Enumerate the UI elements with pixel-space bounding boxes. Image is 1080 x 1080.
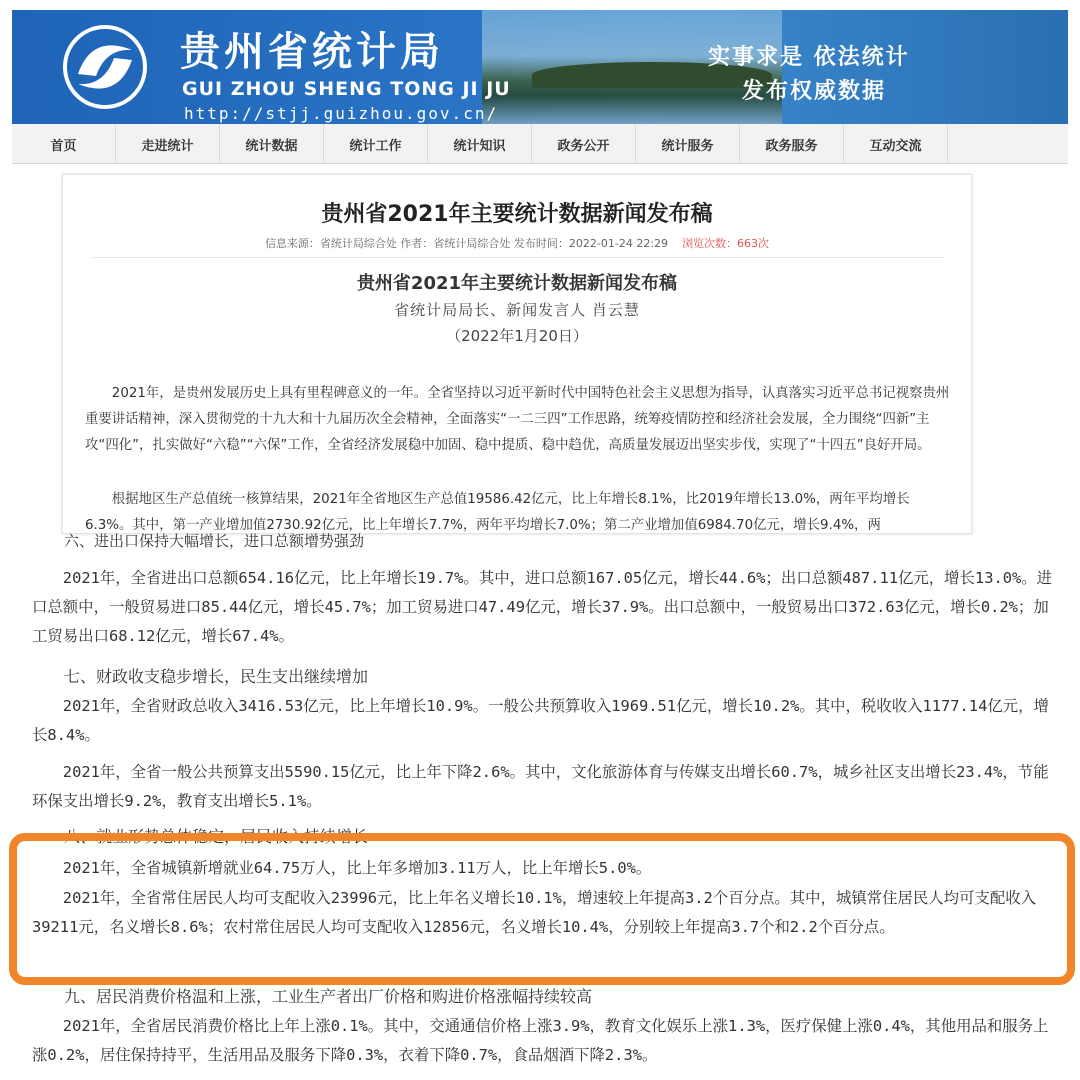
paragraph-income: 2021年，全省常住居民人均可支配收入23996元，比上年名义增长10.1%，增速较上年提高3.2个百分点。其中，城镇常住居民人均可支配收入39211元，名义增长8.6%；农村常住居民人均可支配收入12856元，名义增长10.4%，分别较上年提高3.7个和2.2个百分点。 [32,889,1037,936]
paragraph-finance-revenue: 2021年，全省财政总收入3416.53亿元，比上年增长10.9%。一般公共预算收入1969.51亿元，增长10.2%。其中，税收收入1177.14亿元，增长8.4%。 [32,697,1049,744]
article-source-info: 信息来源：省统计局综合处 作者：省统计局综合处 发布时间：2022-01-24 22:29 [264,237,669,250]
nav-interaction[interactable]: 互动交流 [844,124,948,164]
nav-government-affairs[interactable]: 政务公开 [532,124,636,164]
paragraph-employment: 2021年，全省城镇新增就业64.75万人，比上年多增加3.11万人，比上年增长5.0%。 [62,859,652,877]
paragraph-cpi: 2021年，全省居民消费价格比上年上涨0.1%。其中，交通通信价格上涨3.9%，教育文化娱乐上涨1.3%，医疗保健上涨0.4%，其他用品和服务上涨0.2%，居住保持持平，生活用品及服务下降0.3%，衣着下降0.7%，食品烟酒下降2.3%。 [32,1017,1049,1064]
nav-statistics-work[interactable]: 统计工作 [324,124,428,164]
site-url: http://stjj.guizhou.gov.cn/ [184,104,499,123]
view-count: 浏览次数：663次 [682,237,770,250]
site-pinyin: GUI ZHOU SHENG TONG JI JU [182,78,511,100]
highlight-box [9,833,1075,985]
article-meta [63,235,971,251]
section9-heading: 九、居民消费价格温和上涨，工业生产者出厂价格和购进价格涨幅持续较高 [64,987,593,1006]
nav-statistics-data[interactable]: 统计数据 [220,124,324,164]
section7-heading: 七、财政收支稳步增长，民生支出继续增加 [64,667,369,686]
section8-heading-fragment: 八、就业形势总体稳定，居民收入持续增长 [64,827,369,846]
slogan-line1: 实事求是 依法统计 [708,45,910,70]
nav-government-service[interactable]: 政务服务 [740,124,844,164]
main-nav [12,124,1068,164]
bureau-logo-icon[interactable] [62,24,148,110]
site-banner [12,10,1068,124]
nav-home[interactable]: 首页 [12,124,116,164]
document-author: 省统计局局长、新闻发言人 肖云慧 [394,301,640,319]
title-divider [91,257,943,258]
section6-heading-fragment: 六、进出口保持大幅增长，进口总额增势强劲 [64,532,365,550]
article-card [62,174,972,534]
paragraph-gdp: 根据地区生产总值统一核算结果，2021年全省地区生产总值19586.42亿元，比上年增长8.1%，比2019年增长13.0%，两年平均增长6.3%。其中，第一产业增加值2730.92亿元，比上年增长7.7%，两年平均增长7.0%；第二产业增加值6984.70亿元，增长9.4%，两 [85,492,910,533]
document-date: （2022年1月20日） [446,327,588,345]
paragraph-intro: 2021年，是贵州发展历史上具有里程碑意义的一年。全省坚持以习近平新时代中国特色社会主义思想为指导，认真落实习近平总书记视察贵州重要讲话精神，深入贯彻党的十九大和十九届历次全会精神，全面落实“一二三四”工作思路，统筹疫情防控和经济社会发展，全力围绕“四新”主攻“四化”，扎实做好“六稳”“六保”工作，全省经济发展稳中加固、稳中提质、稳中趋优，高质量发展迈出坚实步伐，实现了“十四五”良好开局。 [85,386,950,453]
article-title: 贵州省2021年主要统计数据新闻发布稿 [321,202,713,227]
paragraph-trade: 2021年，全省进出口总额654.16亿元，比上年增长19.7%。其中，进口总额167.05亿元，增长44.6%；出口总额487.11亿元，增长13.0%。进口总额中，一般贸易进口85.44亿元，增长45.7%；加工贸易进口47.49亿元，增长37.9%。出口总额中，一般贸易出口372.63亿元，增长0.2%；加工贸易出口68.12亿元，增长67.4%。 [32,569,1053,645]
article-body-lower [24,532,1070,1080]
slogan-line2: 发布权威数据 [742,79,887,104]
paragraph-finance-expenditure: 2021年，全省一般公共预算支出5590.15亿元，比上年下降2.6%。其中，文化旅游体育与传媒支出增长60.7%，城乡社区支出增长23.4%，节能环保支出增长9.2%，教育支出增长5.1%。 [32,763,1049,810]
nav-about[interactable]: 走进统计 [116,124,220,164]
article-body-upper [85,381,953,459]
nav-statistics-knowledge[interactable]: 统计知识 [428,124,532,164]
nav-statistics-service[interactable]: 统计服务 [636,124,740,164]
document-title: 贵州省2021年主要统计数据新闻发布稿 [356,273,678,294]
site-name: 贵州省统计局 [180,29,444,75]
